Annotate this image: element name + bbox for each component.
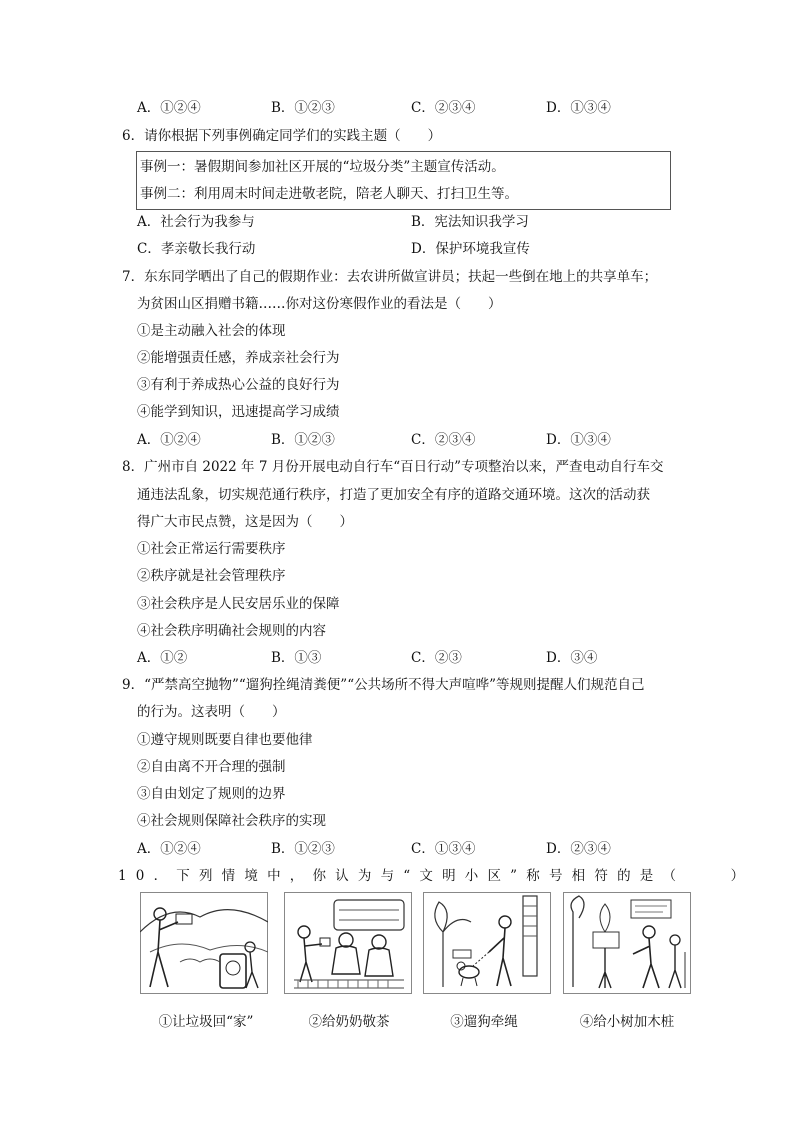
q6-case-1: 事例一：暑假期间参加社区开展的“垃圾分类”主题宣传活动。 [140, 159, 505, 175]
q6-option-b[interactable]: B．宪法知识我学习 [411, 214, 529, 230]
q7-item-4: ④能学到知识，迅速提高学习成绩 [137, 404, 340, 420]
q7-item-3: ③有利于养成热心公益的良好行为 [137, 377, 340, 393]
q9-options [0, 837, 794, 857]
q5-option-a[interactable]: A．①②④ [137, 100, 201, 116]
caption-3: ③遛狗牵绳 [450, 1014, 518, 1030]
q7-option-b[interactable]: B．①②③ [271, 432, 335, 448]
q8-option-d[interactable]: D．③④ [546, 650, 598, 666]
q6-option-a[interactable]: A．社会行为我参与 [137, 214, 255, 230]
q8-item-4: ④社会秩序明确社会规则的内容 [137, 623, 326, 639]
q8-option-c[interactable]: C．②③ [411, 650, 462, 666]
q9-option-c[interactable]: C．①③④ [411, 841, 476, 857]
q8-stem-line1: 8．广州市自 2022 年 7 月份开展电动自行车“百日行动”专项整治以来，严查电动自行车交 [122, 459, 664, 475]
q5-option-b[interactable]: B．①②③ [271, 100, 335, 116]
scene-tree-planting-illustration [563, 892, 691, 994]
q6-options-row1 [0, 210, 794, 230]
caption-4: ④给小树加木桩 [579, 1014, 675, 1030]
q5-option-d[interactable]: D．①③④ [546, 100, 611, 116]
q9-option-d[interactable]: D．②③④ [546, 841, 611, 857]
q5-options [0, 96, 794, 116]
q9-item-2: ②自由离不开合理的强制 [137, 759, 286, 775]
caption-2: ②给奶奶敬茶 [308, 1014, 390, 1030]
scene-dog-walking-illustration [423, 892, 551, 994]
q9-item-3: ③自由划定了规则的边界 [137, 786, 286, 802]
q6-option-d[interactable]: D．保护环境我宣传 [411, 241, 530, 257]
caption-1: ①让垃圾回“家” [158, 1014, 254, 1030]
q9-option-a[interactable]: A．①②④ [137, 841, 201, 857]
q7-options [0, 428, 794, 448]
q7-stem-line1: 7．东东同学晒出了自己的假期作业：去农讲所做宣讲员；扶起一些倒在地上的共享单车； [122, 269, 658, 285]
q9-item-1: ①遵守规则既要自律也要他律 [137, 732, 313, 748]
q7-option-c[interactable]: C．②③④ [411, 432, 476, 448]
q9-stem-line1: 9．“严禁高空抛物”“遛狗拴绳清粪便”“公共场所不得大声喧哗”等规则提醒人们规范自己 [122, 677, 645, 693]
q7-item-1: ①是主动融入社会的体现 [137, 323, 286, 339]
q8-item-3: ③社会秩序是人民安居乐业的保障 [137, 596, 340, 612]
scene-trash-illustration [140, 892, 268, 994]
q7-item-2: ②能增强责任感，养成亲社会行为 [137, 350, 340, 366]
q8-option-a[interactable]: A．①② [137, 650, 188, 666]
q10-stem: 10．下列情境中，你认为与“文明小区”称号相符的是（ ） [118, 868, 754, 884]
q6-option-c[interactable]: C．孝亲敬长我行动 [137, 241, 256, 257]
q9-stem-line2: 的行为。这表明（ ） [137, 704, 286, 720]
q9-item-4: ④社会规则保障社会秩序的实现 [137, 813, 326, 829]
scene-tea-illustration [284, 892, 412, 994]
q6-options-row2 [0, 237, 794, 257]
q6-stem: 6．请你根据下列事例确定同学们的实践主题（ ） [122, 128, 442, 144]
q8-item-1: ①社会正常运行需要秩序 [137, 541, 286, 557]
q8-stem-line2: 通违法乱象，切实规范通行秩序，打造了更加安全有序的道路交通环境。这次的活动获 [137, 487, 650, 503]
q7-stem-line2: 为贫困山区捐赠书籍……你对这份寒假作业的看法是（ ） [137, 296, 502, 312]
q8-item-2: ②秩序就是社会管理秩序 [137, 568, 286, 584]
q8-option-b[interactable]: B．①③ [271, 650, 322, 666]
q8-stem-line3: 得广大市民点赞，这是因为（ ） [137, 514, 353, 530]
q5-option-c[interactable]: C．②③④ [411, 100, 476, 116]
q9-option-b[interactable]: B．①②③ [271, 841, 335, 857]
q8-options [0, 646, 794, 666]
q7-option-a[interactable]: A．①②④ [137, 432, 201, 448]
q6-case-2: 事例二：利用周末时间走进敬老院，陪老人聊天、打扫卫生等。 [140, 186, 518, 202]
q7-option-d[interactable]: D．①③④ [546, 432, 611, 448]
